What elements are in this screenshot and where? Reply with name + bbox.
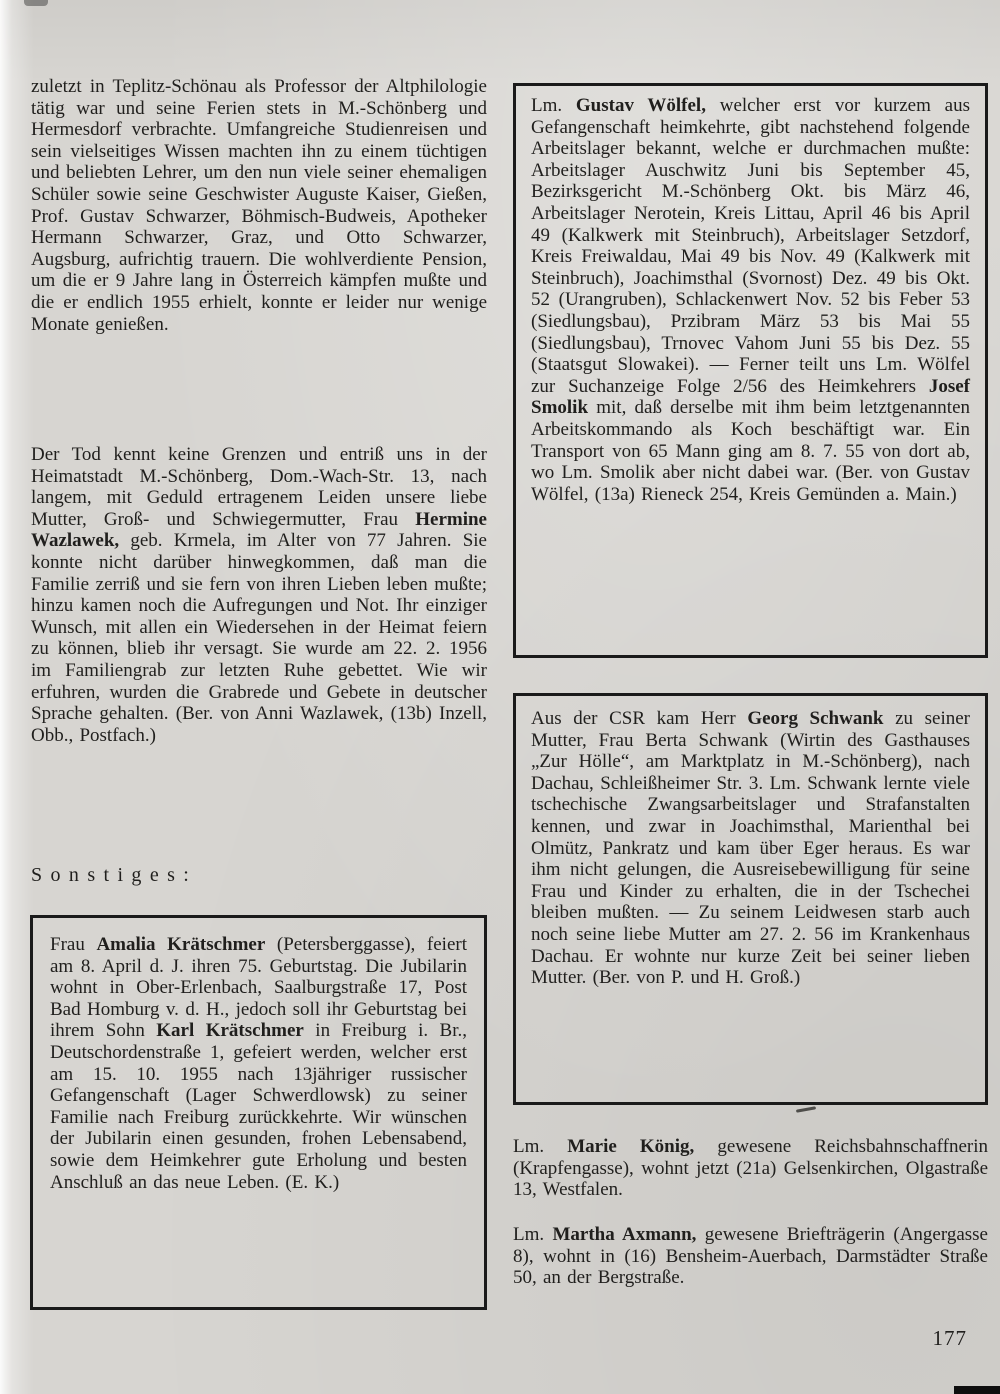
- text-segment: (Petersberggasse), feiert am 8. April d. J. ihren 75. Geburtstag. Die Jubilarin wohnt in Ober-Erlenbach, Saalburgstraße 17, Post Bad Homburg v. d. H., jedoch soll ihr Geburtstag bei ihrem Sohn: [50, 934, 467, 1042]
- koenig-address-note: [513, 1136, 988, 1201]
- axmann-address-note: [513, 1224, 988, 1289]
- text-segment: Der Tod kennt keine Grenzen und entriß uns in der Heimatstadt M.-Schönberg, Dom.-Wach-Str. 13, nach langem, mit Geduld ertragenem Leiden unsere liebe Mutter, Groß- und Schwiegermutter, Frau: [31, 444, 487, 530]
- text-segment: mit, daß derselbe mit ihm beim letztgenannten Arbeitskommando als Koch beschäftigt war. Ein Transport von 65 Mann ging am 8. 7. 55 von dort ab, wo Lm. Smolik aber nicht dabei war. (Ber. von Gustav Wölfel, (13a) Rieneck 254, Kreis Gemünden a. Main.): [531, 397, 970, 505]
- text-segment: gewesene Reichsbahnschaffnerin (Krapfengasse), wohnt jetzt (21a) Gelsenkirchen, Olgastraße 13, Westfalen.: [513, 1136, 989, 1201]
- bold-person-name: Georg Schwank: [747, 708, 884, 729]
- text-segment: Lm.: [513, 1136, 568, 1157]
- schwank-report-box: [513, 693, 988, 1105]
- obituary-wazlawek-paragraph: [31, 444, 487, 746]
- bold-person-name: Josef Smolik: [531, 375, 970, 419]
- text-segment: Aus der CSR kam Herr: [531, 708, 748, 729]
- scan-smudge-top-edge: [24, 0, 48, 6]
- text-segment: Frau: [50, 934, 97, 955]
- text-segment: zuletzt in Teplitz-Schönau als Professor der Altphilologie tätig war und seine Ferien stets in M.-Schönberg und Hermesdorf verbrachte. Umfangreiche Studienreisen und sein vielseitiges Wissen machten ihn zu einem tüchtigen und beliebten Lehrer, um den nun viele seiner ehemaligen Schüler sowie seine Geschwister Auguste Kaiser, Gießen, Prof. Gustav Schwarzer, Böhmisch-Budweis, Apotheker Hermann Schwarzer, Graz, und Otto Schwarzer, Augsburg, aufrichtig trauern. Die wohlverdiente Pension, um die er 9 Jahre lang in Österreich kämpfen mußte und die er endlich 1955 erhielt, konnte er leider nur wenige Monate genießen.: [31, 76, 487, 335]
- obituary-schwarzer-paragraph: [31, 76, 487, 335]
- text-segment: geb. Krmela, im Alter von 77 Jahren. Sie konnte nicht darüber hinwegkommen, daß man die Familie zerriß und sie fern von ihren Lieben leben mußte; hinzu kamen noch die Aufregungen und Not. Ihr einziger Wunsch, mit allen ein Wiedersehen in der Heimat feiern zu können, blieb ihr versagt. Sie wurde am 22. 2. 1956 im Familiengrab zur letzten Ruhe gebettet. Wie wir erfuhren, wurden die Grabrede und Gebete in deutscher Sprache gehalten. (Ber. von Anni Wazlawek, (13b) Inzell, Obb., Postfach.): [31, 530, 487, 746]
- bold-person-name: Amalia Krätschmer: [96, 934, 266, 955]
- text-segment: gewesene Briefträgerin (Angergasse 8), wohnt in (16) Bensheim-Auerbach, Darmstädter Straße 50, an der Bergstraße.: [513, 1224, 988, 1289]
- section-heading-sonstiges: Sonstiges:: [31, 864, 198, 886]
- woelfel-report-box: [513, 83, 988, 658]
- text-segment: welcher erst vor kurzem aus Gefangenschaft heimkehrte, gibt nachstehend folgende Arbeitslager bekannt, welche er durchmachen mußte: Arbeitslager Auschwitz Juni bis September 45, Bezirksgericht M.-Schönberg Okt. bis März 46, Arbeitslager Nerotein, Kreis Littau, April 46 bis April 49 (Kalkwerk mit Steinbruch), Arbeitslager Setzdorf, Kreis Freiwaldau, Mai 49 bis Nov. 49 (Kalkwerk mit Steinbruch), Joachimsthal (Svornost) Dez. 49 bis Okt. 52 (Urangruben), Schlackenwert Nov. 52 bis Feber 53 (Siedlungsbau), Przibram März 53 bis Mai 55 (Siedlungsbau), Trnovec Vahom Juni 55 bis Dez. 55 (Staatsgut Slowakei). — Ferner teilt uns Lm. Wölfel zur Suchanzeige Folge 2/56 des Heimkehrers: [531, 95, 970, 397]
- bold-person-name: Marie König,: [567, 1136, 695, 1157]
- bold-person-name: Karl Krätschmer: [156, 1020, 304, 1042]
- text-segment: zu seiner Mutter, Frau Berta Schwank (Wirtin des Gasthauses „Zur Hölle“, am Marktplatz in M.-Schönberg), nach Dachau, Schleißheimer Str. 3. Lm. Schwank lernte viele tschechische Zwangsarbeitslager und Strafanstalten kennen, und zwar in Joachimsthal, Marienthal bei Olmütz, Pankratz und kam über Eger heraus. Es war ihm nicht gelungen, die Ausreisebewilligung für seine Frau und Kinder zu erhalten, die in der Tschechei bleiben mußten. — Zu seinem Leidwesen starb auch noch seine liebe Mutter am 27. 2. 56 im Krankenhaus Dachau. Er wohnte nur kurze Zeit bei seiner lieben Mutter. (Ber. von P. und H. Groß.): [531, 708, 970, 989]
- kraetschmer-birthday-box: [30, 915, 487, 1310]
- text-segment: Lm.: [513, 1224, 553, 1245]
- bold-person-name: Martha Axmann,: [552, 1224, 697, 1245]
- page-number: 177: [932, 1326, 967, 1350]
- schwank-report-paragraph: [531, 708, 970, 989]
- bold-person-name: Gustav Wölfel,: [575, 95, 706, 116]
- text-segment: in Freiburg i. Br., Deutschordenstraße 1, gefeiert werden, welcher erst am 15. 10. 1955 nach 13jähriger russischer Gefangenschaft (Lager Schwerdlowsk) zu seiner Familie nach Freiburg zurückkehrte. Wir wünschen der Jubilarin einen gesunden, frohen Lebensabend, sowie dem Heimkehrer gute Erholung und besten Anschluß an das neue Leben. (E. K.): [50, 1020, 467, 1193]
- woelfel-report-paragraph: [531, 95, 970, 505]
- kraetschmer-birthday-paragraph: [50, 934, 467, 1193]
- scan-pen-dash-mark: [796, 1106, 816, 1112]
- text-segment: Lm.: [531, 95, 576, 116]
- scan-black-corner-artifact: [954, 1386, 1000, 1394]
- bold-person-name: Hermine Wazlawek,: [31, 508, 487, 552]
